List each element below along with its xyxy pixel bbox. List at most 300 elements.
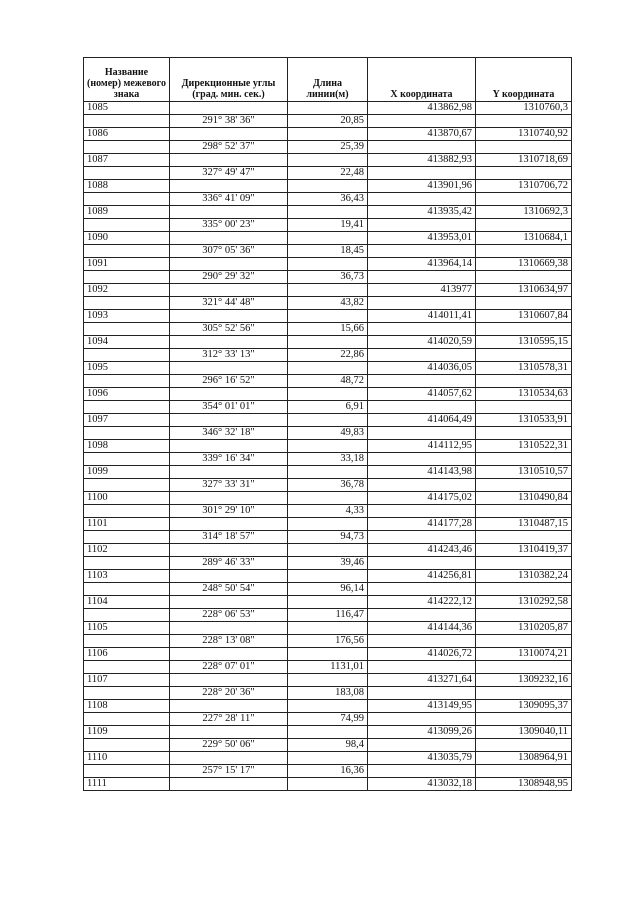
- direction-angle-cell: 289° 46' 33": [170, 557, 288, 570]
- line-length-cell: 25,39: [288, 141, 368, 154]
- table-row: [84, 141, 572, 154]
- x-coordinate-cell: 414057,62: [368, 388, 476, 401]
- empty-cell: [368, 635, 476, 648]
- empty-cell: [84, 765, 170, 778]
- empty-cell: [170, 674, 288, 687]
- empty-cell: [368, 245, 476, 258]
- line-length-cell: 33,18: [288, 453, 368, 466]
- table-row: [84, 492, 572, 505]
- empty-cell: [84, 635, 170, 648]
- empty-cell: [476, 583, 572, 596]
- table-row: [84, 609, 572, 622]
- empty-cell: [84, 193, 170, 206]
- empty-cell: [368, 219, 476, 232]
- empty-cell: [476, 635, 572, 648]
- point-name-cell: 1092: [84, 284, 170, 297]
- direction-angle-cell: 339° 16' 34": [170, 453, 288, 466]
- y-coordinate-cell: 1310740,92: [476, 128, 572, 141]
- table-row: [84, 388, 572, 401]
- x-coordinate-cell: 414064,49: [368, 414, 476, 427]
- table-row: [84, 765, 572, 778]
- empty-cell: [170, 596, 288, 609]
- direction-angle-cell: 227° 28' 11": [170, 713, 288, 726]
- table-row: [84, 713, 572, 726]
- empty-cell: [476, 349, 572, 362]
- x-coordinate-cell: 413977: [368, 284, 476, 297]
- line-length-cell: 183,08: [288, 687, 368, 700]
- point-name-cell: 1095: [84, 362, 170, 375]
- direction-angle-cell: 321° 44' 48": [170, 297, 288, 310]
- empty-cell: [170, 362, 288, 375]
- empty-cell: [288, 492, 368, 505]
- empty-cell: [84, 479, 170, 492]
- empty-cell: [288, 544, 368, 557]
- direction-angle-cell: 228° 06' 53": [170, 609, 288, 622]
- empty-cell: [170, 570, 288, 583]
- line-length-cell: 116,47: [288, 609, 368, 622]
- empty-cell: [170, 726, 288, 739]
- line-length-cell: 43,82: [288, 297, 368, 310]
- table-row: [84, 544, 572, 557]
- y-coordinate-cell: 1310533,91: [476, 414, 572, 427]
- x-coordinate-cell: 413149,95: [368, 700, 476, 713]
- table-header-row: [84, 58, 572, 102]
- empty-cell: [84, 557, 170, 570]
- empty-cell: [288, 596, 368, 609]
- x-coordinate-cell: 413035,79: [368, 752, 476, 765]
- x-coordinate-cell: 413862,98: [368, 102, 476, 115]
- empty-cell: [368, 531, 476, 544]
- direction-angle-cell: 290° 29' 32": [170, 271, 288, 284]
- line-length-cell: 36,78: [288, 479, 368, 492]
- table-row: [84, 687, 572, 700]
- empty-cell: [170, 466, 288, 479]
- table-row: [84, 271, 572, 284]
- empty-cell: [476, 739, 572, 752]
- line-length-cell: 49,83: [288, 427, 368, 440]
- y-coordinate-cell: 1310522,31: [476, 440, 572, 453]
- point-name-cell: 1096: [84, 388, 170, 401]
- y-coordinate-cell: 1310669,38: [476, 258, 572, 271]
- point-name-cell: 1086: [84, 128, 170, 141]
- table-row: [84, 648, 572, 661]
- empty-cell: [476, 453, 572, 466]
- empty-cell: [476, 401, 572, 414]
- empty-cell: [368, 479, 476, 492]
- empty-cell: [368, 609, 476, 622]
- empty-cell: [84, 739, 170, 752]
- x-coordinate-cell: 414177,28: [368, 518, 476, 531]
- table-row: [84, 401, 572, 414]
- point-name-cell: 1085: [84, 102, 170, 115]
- line-length-cell: 15,66: [288, 323, 368, 336]
- empty-cell: [288, 128, 368, 141]
- empty-cell: [476, 193, 572, 206]
- empty-cell: [170, 700, 288, 713]
- table-row: [84, 323, 572, 336]
- empty-cell: [476, 297, 572, 310]
- point-name-cell: 1088: [84, 180, 170, 193]
- empty-cell: [476, 609, 572, 622]
- direction-angle-cell: 327° 33' 31": [170, 479, 288, 492]
- x-coordinate-cell: 414011,41: [368, 310, 476, 323]
- empty-cell: [476, 323, 572, 336]
- y-coordinate-cell: 1309232,16: [476, 674, 572, 687]
- empty-cell: [288, 232, 368, 245]
- empty-cell: [170, 154, 288, 167]
- y-coordinate-cell: 1310419,37: [476, 544, 572, 557]
- empty-cell: [476, 479, 572, 492]
- empty-cell: [170, 752, 288, 765]
- empty-cell: [170, 544, 288, 557]
- x-coordinate-cell: 414026,72: [368, 648, 476, 661]
- line-length-cell: 6,91: [288, 401, 368, 414]
- x-coordinate-cell: 413953,01: [368, 232, 476, 245]
- y-coordinate-cell: 1310684,1: [476, 232, 572, 245]
- empty-cell: [84, 297, 170, 310]
- direction-angle-cell: 229° 50' 06": [170, 739, 288, 752]
- x-coordinate-cell: 414036,05: [368, 362, 476, 375]
- empty-cell: [368, 505, 476, 518]
- empty-cell: [84, 609, 170, 622]
- empty-cell: [476, 115, 572, 128]
- table-row: [84, 245, 572, 258]
- y-coordinate-cell: 1310692,3: [476, 206, 572, 219]
- table-row: [84, 128, 572, 141]
- empty-cell: [288, 310, 368, 323]
- x-coordinate-cell: 413964,14: [368, 258, 476, 271]
- empty-cell: [288, 180, 368, 193]
- empty-cell: [368, 141, 476, 154]
- line-length-cell: 94,73: [288, 531, 368, 544]
- table-row: [84, 635, 572, 648]
- empty-cell: [84, 375, 170, 388]
- point-name-cell: 1109: [84, 726, 170, 739]
- empty-cell: [476, 505, 572, 518]
- empty-cell: [84, 531, 170, 544]
- empty-cell: [476, 141, 572, 154]
- y-coordinate-cell: 1310706,72: [476, 180, 572, 193]
- y-coordinate-cell: 1310578,31: [476, 362, 572, 375]
- line-length-cell: 19,41: [288, 219, 368, 232]
- empty-cell: [170, 440, 288, 453]
- direction-angle-cell: 327° 49' 47": [170, 167, 288, 180]
- empty-cell: [288, 622, 368, 635]
- empty-cell: [368, 453, 476, 466]
- line-length-cell: 176,56: [288, 635, 368, 648]
- empty-cell: [84, 323, 170, 336]
- table-row: [84, 284, 572, 297]
- empty-cell: [476, 557, 572, 570]
- table-row: [84, 570, 572, 583]
- empty-cell: [84, 583, 170, 596]
- empty-cell: [288, 206, 368, 219]
- point-name-cell: 1091: [84, 258, 170, 271]
- empty-cell: [288, 362, 368, 375]
- table-row: [84, 440, 572, 453]
- empty-cell: [170, 102, 288, 115]
- line-length-cell: 4,33: [288, 505, 368, 518]
- x-coordinate-cell: 414222,12: [368, 596, 476, 609]
- table-row: [84, 752, 572, 765]
- point-name-cell: 1104: [84, 596, 170, 609]
- empty-cell: [476, 427, 572, 440]
- line-length-cell: 22,86: [288, 349, 368, 362]
- y-coordinate-cell: 1310718,69: [476, 154, 572, 167]
- empty-cell: [170, 648, 288, 661]
- x-coordinate-cell: 413032,18: [368, 778, 476, 791]
- direction-angle-cell: 335° 00' 23": [170, 219, 288, 232]
- x-coordinate-cell: 413870,67: [368, 128, 476, 141]
- empty-cell: [288, 466, 368, 479]
- table-row: [84, 739, 572, 752]
- table-row: [84, 414, 572, 427]
- table-row: [84, 700, 572, 713]
- direction-angle-cell: 298° 52' 37": [170, 141, 288, 154]
- empty-cell: [84, 271, 170, 284]
- table-row: [84, 258, 572, 271]
- empty-cell: [368, 687, 476, 700]
- empty-cell: [170, 336, 288, 349]
- direction-angle-cell: 307° 05' 36": [170, 245, 288, 258]
- line-length-cell: 18,45: [288, 245, 368, 258]
- point-name-cell: 1100: [84, 492, 170, 505]
- x-coordinate-cell: 414175,02: [368, 492, 476, 505]
- empty-cell: [476, 531, 572, 544]
- line-length-cell: 98,4: [288, 739, 368, 752]
- empty-cell: [84, 505, 170, 518]
- point-name-cell: 1111: [84, 778, 170, 791]
- line-length-cell: 22,48: [288, 167, 368, 180]
- empty-cell: [288, 752, 368, 765]
- point-name-cell: 1101: [84, 518, 170, 531]
- empty-cell: [368, 427, 476, 440]
- empty-cell: [288, 674, 368, 687]
- table-row: [84, 219, 572, 232]
- empty-cell: [84, 115, 170, 128]
- empty-cell: [288, 388, 368, 401]
- y-coordinate-cell: 1309095,37: [476, 700, 572, 713]
- empty-cell: [84, 141, 170, 154]
- line-length-cell: 1131,01: [288, 661, 368, 674]
- y-coordinate-cell: 1310607,84: [476, 310, 572, 323]
- table-row: [84, 674, 572, 687]
- empty-cell: [476, 687, 572, 700]
- direction-angle-cell: 305° 52' 56": [170, 323, 288, 336]
- direction-angle-cell: 257° 15' 17": [170, 765, 288, 778]
- table-body: [84, 102, 572, 791]
- y-coordinate-cell: 1308964,91: [476, 752, 572, 765]
- point-name-cell: 1105: [84, 622, 170, 635]
- table-row: [84, 518, 572, 531]
- empty-cell: [368, 323, 476, 336]
- empty-cell: [170, 388, 288, 401]
- table-row: [84, 115, 572, 128]
- y-coordinate-cell: 1310292,58: [476, 596, 572, 609]
- empty-cell: [288, 102, 368, 115]
- y-coordinate-cell: 1310510,57: [476, 466, 572, 479]
- empty-cell: [170, 232, 288, 245]
- header-name: Название (номер) межевого знака: [84, 58, 170, 102]
- empty-cell: [368, 167, 476, 180]
- empty-cell: [368, 271, 476, 284]
- table-row: [84, 310, 572, 323]
- empty-cell: [288, 648, 368, 661]
- y-coordinate-cell: 1310634,97: [476, 284, 572, 297]
- table-row: [84, 531, 572, 544]
- table-row: [84, 596, 572, 609]
- empty-cell: [476, 219, 572, 232]
- empty-cell: [368, 583, 476, 596]
- line-length-cell: 20,85: [288, 115, 368, 128]
- direction-angle-cell: 354° 01' 01": [170, 401, 288, 414]
- table-row: [84, 778, 572, 791]
- y-coordinate-cell: 1310074,21: [476, 648, 572, 661]
- table-row: [84, 479, 572, 492]
- table-row: [84, 557, 572, 570]
- empty-cell: [368, 115, 476, 128]
- line-length-cell: 39,46: [288, 557, 368, 570]
- empty-cell: [84, 661, 170, 674]
- empty-cell: [288, 570, 368, 583]
- table-row: [84, 349, 572, 362]
- header-y: Y координата: [476, 58, 572, 102]
- direction-angle-cell: 336° 41' 09": [170, 193, 288, 206]
- empty-cell: [476, 765, 572, 778]
- empty-cell: [170, 622, 288, 635]
- table-row: [84, 167, 572, 180]
- table-row: [84, 102, 572, 115]
- empty-cell: [170, 128, 288, 141]
- x-coordinate-cell: 414256,81: [368, 570, 476, 583]
- table-row: [84, 466, 572, 479]
- line-length-cell: 74,99: [288, 713, 368, 726]
- y-coordinate-cell: 1310205,87: [476, 622, 572, 635]
- y-coordinate-cell: 1310490,84: [476, 492, 572, 505]
- empty-cell: [288, 700, 368, 713]
- empty-cell: [170, 180, 288, 193]
- y-coordinate-cell: 1310595,15: [476, 336, 572, 349]
- empty-cell: [84, 349, 170, 362]
- empty-cell: [84, 713, 170, 726]
- x-coordinate-cell: 413271,64: [368, 674, 476, 687]
- empty-cell: [476, 375, 572, 388]
- table-row: [84, 427, 572, 440]
- empty-cell: [368, 349, 476, 362]
- x-coordinate-cell: 414243,46: [368, 544, 476, 557]
- empty-cell: [288, 778, 368, 791]
- empty-cell: [476, 271, 572, 284]
- x-coordinate-cell: 414112,95: [368, 440, 476, 453]
- point-name-cell: 1110: [84, 752, 170, 765]
- empty-cell: [288, 284, 368, 297]
- line-length-cell: 36,73: [288, 271, 368, 284]
- empty-cell: [170, 206, 288, 219]
- y-coordinate-cell: 1310760,3: [476, 102, 572, 115]
- line-length-cell: 96,14: [288, 583, 368, 596]
- table-row: [84, 362, 572, 375]
- header-x: X координата: [368, 58, 476, 102]
- point-name-cell: 1108: [84, 700, 170, 713]
- x-coordinate-cell: 414143,98: [368, 466, 476, 479]
- x-coordinate-cell: 414020,59: [368, 336, 476, 349]
- y-coordinate-cell: 1308948,95: [476, 778, 572, 791]
- table-row: [84, 180, 572, 193]
- point-name-cell: 1098: [84, 440, 170, 453]
- table-row: [84, 336, 572, 349]
- direction-angle-cell: 312° 33' 13": [170, 349, 288, 362]
- y-coordinate-cell: 1310382,24: [476, 570, 572, 583]
- y-coordinate-cell: 1309040,11: [476, 726, 572, 739]
- empty-cell: [368, 713, 476, 726]
- x-coordinate-cell: 413901,96: [368, 180, 476, 193]
- empty-cell: [368, 401, 476, 414]
- empty-cell: [170, 284, 288, 297]
- empty-cell: [170, 778, 288, 791]
- y-coordinate-cell: 1310534,63: [476, 388, 572, 401]
- table-row: [84, 453, 572, 466]
- direction-angle-cell: 228° 13' 08": [170, 635, 288, 648]
- line-length-cell: 48,72: [288, 375, 368, 388]
- empty-cell: [476, 713, 572, 726]
- empty-cell: [84, 453, 170, 466]
- point-name-cell: 1106: [84, 648, 170, 661]
- point-name-cell: 1090: [84, 232, 170, 245]
- empty-cell: [288, 258, 368, 271]
- point-name-cell: 1097: [84, 414, 170, 427]
- empty-cell: [84, 401, 170, 414]
- empty-cell: [288, 414, 368, 427]
- empty-cell: [368, 375, 476, 388]
- empty-cell: [368, 739, 476, 752]
- point-name-cell: 1099: [84, 466, 170, 479]
- point-name-cell: 1094: [84, 336, 170, 349]
- empty-cell: [368, 297, 476, 310]
- empty-cell: [170, 414, 288, 427]
- point-name-cell: 1087: [84, 154, 170, 167]
- table-row: [84, 297, 572, 310]
- empty-cell: [288, 154, 368, 167]
- point-name-cell: 1107: [84, 674, 170, 687]
- point-name-cell: 1102: [84, 544, 170, 557]
- direction-angle-cell: 301° 29' 10": [170, 505, 288, 518]
- empty-cell: [288, 336, 368, 349]
- empty-cell: [288, 726, 368, 739]
- boundary-coordinates-table: [83, 57, 572, 791]
- table-row: [84, 206, 572, 219]
- empty-cell: [84, 245, 170, 258]
- point-name-cell: 1103: [84, 570, 170, 583]
- header-angle: Дирекционные углы (град. мин. сек.): [170, 58, 288, 102]
- direction-angle-cell: 248° 50' 54": [170, 583, 288, 596]
- empty-cell: [368, 557, 476, 570]
- empty-cell: [476, 661, 572, 674]
- table-row: [84, 505, 572, 518]
- line-length-cell: 16,36: [288, 765, 368, 778]
- x-coordinate-cell: 413099,26: [368, 726, 476, 739]
- empty-cell: [170, 310, 288, 323]
- point-name-cell: 1089: [84, 206, 170, 219]
- table-row: [84, 622, 572, 635]
- table-row: [84, 583, 572, 596]
- empty-cell: [170, 492, 288, 505]
- direction-angle-cell: 228° 07' 01": [170, 661, 288, 674]
- direction-angle-cell: 291° 38' 36": [170, 115, 288, 128]
- table-row: [84, 726, 572, 739]
- table-row: [84, 232, 572, 245]
- header-length: Длина линии(м): [288, 58, 368, 102]
- table-row: [84, 661, 572, 674]
